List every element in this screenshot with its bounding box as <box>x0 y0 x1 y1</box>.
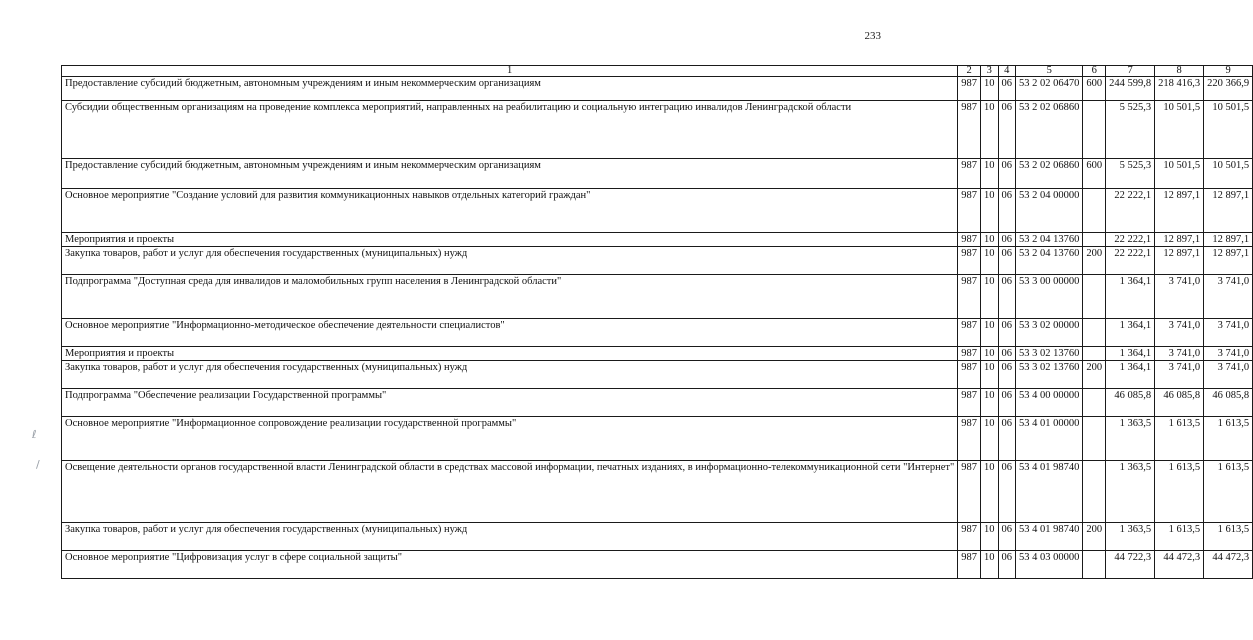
amount-col9-cell: 1 613,5 <box>1204 523 1253 551</box>
ministry-code-cell: 987 <box>958 319 981 347</box>
amount-col8-cell: 46 085,8 <box>1155 389 1204 417</box>
ministry-code-cell: 987 <box>958 389 981 417</box>
table-row <box>62 361 1253 389</box>
amount-col7-cell: 22 222,1 <box>1106 233 1155 247</box>
target-article-cell: 53 2 04 00000 <box>1016 189 1083 233</box>
margin-mark: ℓ <box>32 428 37 441</box>
expense-type-cell <box>1083 389 1106 417</box>
row-name-cell: Основное мероприятие "Информационно-методическое обеспечение деятельности специалистов" <box>62 319 958 347</box>
section-code-cell: 10 <box>981 101 999 159</box>
amount-col8-cell: 3 741,0 <box>1155 319 1204 347</box>
section-code-cell: 10 <box>981 347 999 361</box>
amount-col7-cell: 44 722,3 <box>1106 551 1155 579</box>
row-name-cell: Мероприятия и проекты <box>62 233 958 247</box>
row-name-cell: Предоставление субсидий бюджетным, автономным учреждениям и иным некоммерческим организациям <box>62 77 958 101</box>
amount-col8-cell: 44 472,3 <box>1155 551 1204 579</box>
table-row <box>62 233 1253 247</box>
subsection-code-cell: 06 <box>998 461 1016 523</box>
expense-type-cell: 200 <box>1083 361 1106 389</box>
margin-mark: / <box>36 458 40 471</box>
ministry-code-cell: 987 <box>958 247 981 275</box>
section-code-cell: 10 <box>981 461 999 523</box>
section-code-cell: 10 <box>981 189 999 233</box>
ministry-code-cell: 987 <box>958 275 981 319</box>
target-article-cell: 53 3 02 13760 <box>1016 361 1083 389</box>
table-row <box>62 247 1253 275</box>
target-article-cell: 53 4 00 00000 <box>1016 389 1083 417</box>
section-code-cell: 10 <box>981 275 999 319</box>
subsection-code-cell: 06 <box>998 189 1016 233</box>
column-header-3: 3 <box>981 66 999 77</box>
expense-type-cell <box>1083 461 1106 523</box>
subsection-code-cell: 06 <box>998 233 1016 247</box>
expense-type-cell <box>1083 101 1106 159</box>
section-code-cell: 10 <box>981 319 999 347</box>
expense-type-cell: 200 <box>1083 247 1106 275</box>
table-row <box>62 159 1253 189</box>
amount-col7-cell: 1 364,1 <box>1106 319 1155 347</box>
amount-col9-cell: 46 085,8 <box>1204 389 1253 417</box>
row-name-cell: Закупка товаров, работ и услуг для обеспечения государственных (муниципальных) нужд <box>62 523 958 551</box>
row-name-cell: Подпрограмма "Доступная среда для инвалидов и маломобильных групп населения в Ленинградской области" <box>62 275 958 319</box>
amount-col7-cell: 1 364,1 <box>1106 275 1155 319</box>
row-name-cell: Основное мероприятие "Цифровизация услуг в сфере социальной защиты" <box>62 551 958 579</box>
amount-col8-cell: 3 741,0 <box>1155 275 1204 319</box>
column-header-6: 6 <box>1083 66 1106 77</box>
target-article-cell: 53 3 02 00000 <box>1016 319 1083 347</box>
table-row <box>62 461 1253 523</box>
amount-col9-cell: 12 897,1 <box>1204 247 1253 275</box>
amount-col7-cell: 1 363,5 <box>1106 523 1155 551</box>
amount-col8-cell: 3 741,0 <box>1155 361 1204 389</box>
table-row <box>62 551 1253 579</box>
target-article-cell: 53 3 00 00000 <box>1016 275 1083 319</box>
amount-col7-cell: 5 525,3 <box>1106 101 1155 159</box>
ministry-code-cell: 987 <box>958 523 981 551</box>
target-article-cell: 53 4 03 00000 <box>1016 551 1083 579</box>
row-name-cell: Предоставление субсидий бюджетным, автономным учреждениям и иным некоммерческим организациям <box>62 159 958 189</box>
amount-col8-cell: 12 897,1 <box>1155 189 1204 233</box>
amount-col8-cell: 1 613,5 <box>1155 523 1204 551</box>
table-row <box>62 189 1253 233</box>
subsection-code-cell: 06 <box>998 247 1016 275</box>
amount-col8-cell: 3 741,0 <box>1155 347 1204 361</box>
column-header-7: 7 <box>1106 66 1155 77</box>
amount-col8-cell: 10 501,5 <box>1155 101 1204 159</box>
column-header-5: 5 <box>1016 66 1083 77</box>
amount-col8-cell: 12 897,1 <box>1155 233 1204 247</box>
row-name-cell: Освещение деятельности органов государственной власти Ленинградской области в средствах массовой информации, печатных изданиях, в информационно-телекоммуникационной сети "Интернет" <box>62 461 958 523</box>
ministry-code-cell: 987 <box>958 461 981 523</box>
row-name-cell: Мероприятия и проекты <box>62 347 958 361</box>
table-row <box>62 347 1253 361</box>
amount-col9-cell: 1 613,5 <box>1204 461 1253 523</box>
expense-type-cell <box>1083 551 1106 579</box>
column-header-9: 9 <box>1204 66 1253 77</box>
amount-col8-cell: 218 416,3 <box>1155 77 1204 101</box>
target-article-cell: 53 2 02 06860 <box>1016 101 1083 159</box>
target-article-cell: 53 4 01 98740 <box>1016 461 1083 523</box>
amount-col9-cell: 3 741,0 <box>1204 347 1253 361</box>
subsection-code-cell: 06 <box>998 77 1016 101</box>
table-row <box>62 101 1253 159</box>
row-name-cell: Субсидии общественным организациям на проведение комплекса мероприятий, направленных на реабилитацию и социальную интеграцию инвалидов Ленинградской области <box>62 101 958 159</box>
table-row <box>62 275 1253 319</box>
subsection-code-cell: 06 <box>998 275 1016 319</box>
target-article-cell: 53 2 04 13760 <box>1016 233 1083 247</box>
expense-type-cell <box>1083 347 1106 361</box>
subsection-code-cell: 06 <box>998 523 1016 551</box>
target-article-cell: 53 2 02 06860 <box>1016 159 1083 189</box>
amount-col7-cell: 1 363,5 <box>1106 417 1155 461</box>
column-header-1: 1 <box>62 66 958 77</box>
ministry-code-cell: 987 <box>958 361 981 389</box>
amount-col8-cell: 1 613,5 <box>1155 461 1204 523</box>
column-header-8: 8 <box>1155 66 1204 77</box>
ministry-code-cell: 987 <box>958 233 981 247</box>
subsection-code-cell: 06 <box>998 347 1016 361</box>
expense-type-cell: 600 <box>1083 77 1106 101</box>
table-row <box>62 417 1253 461</box>
amount-col9-cell: 1 613,5 <box>1204 417 1253 461</box>
page-number: 233 <box>864 30 881 42</box>
row-name-cell: Подпрограмма "Обеспечение реализации Государственной программы" <box>62 389 958 417</box>
ministry-code-cell: 987 <box>958 417 981 461</box>
amount-col7-cell: 46 085,8 <box>1106 389 1155 417</box>
amount-col9-cell: 3 741,0 <box>1204 319 1253 347</box>
section-code-cell: 10 <box>981 523 999 551</box>
row-name-cell: Основное мероприятие "Информационное сопровождение реализации государственной программы" <box>62 417 958 461</box>
expense-type-cell <box>1083 417 1106 461</box>
section-code-cell: 10 <box>981 159 999 189</box>
subsection-code-cell: 06 <box>998 389 1016 417</box>
subsection-code-cell: 06 <box>998 101 1016 159</box>
subsection-code-cell: 06 <box>998 319 1016 347</box>
amount-col7-cell: 5 525,3 <box>1106 159 1155 189</box>
section-code-cell: 10 <box>981 247 999 275</box>
amount-col7-cell: 1 364,1 <box>1106 361 1155 389</box>
ministry-code-cell: 987 <box>958 101 981 159</box>
amount-col9-cell: 12 897,1 <box>1204 189 1253 233</box>
subsection-code-cell: 06 <box>998 361 1016 389</box>
section-code-cell: 10 <box>981 77 999 101</box>
amount-col9-cell: 12 897,1 <box>1204 233 1253 247</box>
target-article-cell: 53 3 02 13760 <box>1016 347 1083 361</box>
amount-col7-cell: 244 599,8 <box>1106 77 1155 101</box>
amount-col9-cell: 10 501,5 <box>1204 159 1253 189</box>
budget-table <box>61 65 1253 579</box>
expense-type-cell <box>1083 275 1106 319</box>
row-name-cell: Основное мероприятие "Создание условий для развития коммуникационных навыков отдельных категорий граждан" <box>62 189 958 233</box>
expense-type-cell: 600 <box>1083 159 1106 189</box>
column-header-2: 2 <box>958 66 981 77</box>
amount-col9-cell: 10 501,5 <box>1204 101 1253 159</box>
section-code-cell: 10 <box>981 551 999 579</box>
amount-col7-cell: 22 222,1 <box>1106 247 1155 275</box>
row-name-cell: Закупка товаров, работ и услуг для обеспечения государственных (муниципальных) нужд <box>62 361 958 389</box>
amount-col7-cell: 1 363,5 <box>1106 461 1155 523</box>
ministry-code-cell: 987 <box>958 551 981 579</box>
amount-col8-cell: 1 613,5 <box>1155 417 1204 461</box>
amount-col8-cell: 10 501,5 <box>1155 159 1204 189</box>
amount-col7-cell: 1 364,1 <box>1106 347 1155 361</box>
amount-col9-cell: 3 741,0 <box>1204 275 1253 319</box>
amount-col8-cell: 12 897,1 <box>1155 247 1204 275</box>
section-code-cell: 10 <box>981 389 999 417</box>
subsection-code-cell: 06 <box>998 551 1016 579</box>
table-row <box>62 523 1253 551</box>
amount-col9-cell: 44 472,3 <box>1204 551 1253 579</box>
subsection-code-cell: 06 <box>998 417 1016 461</box>
ministry-code-cell: 987 <box>958 347 981 361</box>
expense-type-cell <box>1083 189 1106 233</box>
ministry-code-cell: 987 <box>958 189 981 233</box>
table-row <box>62 319 1253 347</box>
section-code-cell: 10 <box>981 361 999 389</box>
amount-col7-cell: 22 222,1 <box>1106 189 1155 233</box>
section-code-cell: 10 <box>981 417 999 461</box>
target-article-cell: 53 4 01 98740 <box>1016 523 1083 551</box>
table-header-row <box>62 66 1253 77</box>
subsection-code-cell: 06 <box>998 159 1016 189</box>
table-row <box>62 77 1253 101</box>
table-row <box>62 389 1253 417</box>
amount-col9-cell: 220 366,9 <box>1204 77 1253 101</box>
expense-type-cell <box>1083 233 1106 247</box>
section-code-cell: 10 <box>981 233 999 247</box>
amount-col9-cell: 3 741,0 <box>1204 361 1253 389</box>
row-name-cell: Закупка товаров, работ и услуг для обеспечения государственных (муниципальных) нужд <box>62 247 958 275</box>
target-article-cell: 53 2 04 13760 <box>1016 247 1083 275</box>
expense-type-cell <box>1083 319 1106 347</box>
expense-type-cell: 200 <box>1083 523 1106 551</box>
column-header-4: 4 <box>998 66 1016 77</box>
ministry-code-cell: 987 <box>958 77 981 101</box>
target-article-cell: 53 4 01 00000 <box>1016 417 1083 461</box>
target-article-cell: 53 2 02 06470 <box>1016 77 1083 101</box>
ministry-code-cell: 987 <box>958 159 981 189</box>
